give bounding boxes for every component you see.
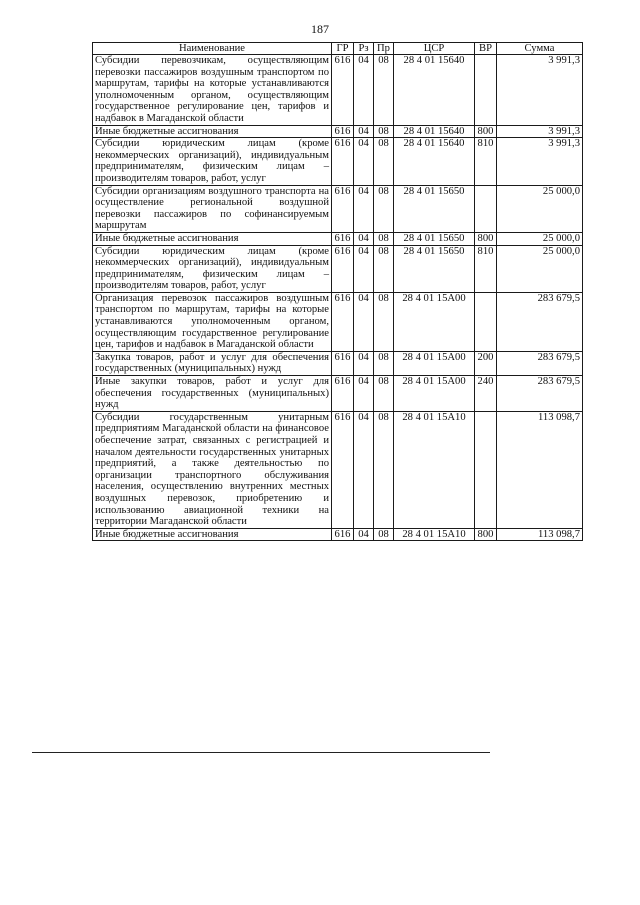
row-vr: 810 — [475, 245, 497, 292]
row-vr — [475, 411, 497, 528]
row-sum: 25 000,0 — [497, 185, 583, 232]
row-pr: 08 — [374, 292, 394, 351]
row-vr: 800 — [475, 125, 497, 138]
row-pr: 08 — [374, 245, 394, 292]
row-rz: 04 — [354, 528, 374, 541]
row-pr: 08 — [374, 528, 394, 541]
row-rz: 04 — [354, 185, 374, 232]
row-vr — [475, 185, 497, 232]
row-name: Субсидии перевозчикам, осуществляющим перевозки пассажиров воздушным транспортом по маршрутам, тарифы на которые устанавливаются уполномоченным органом, осуществляющим государственное регулирование цен, тарифов и надбавок в Магаданской области — [93, 55, 332, 126]
row-pr: 08 — [374, 351, 394, 375]
row-gr: 616 — [332, 245, 354, 292]
row-name: Иные закупки товаров, работ и услуг для обеспечения государственных (муниципальных) нужд — [93, 376, 332, 412]
row-csr: 28 4 01 15650 — [394, 232, 475, 245]
row-sum: 283 679,5 — [497, 292, 583, 351]
table-row — [93, 411, 583, 528]
table-row — [93, 351, 583, 375]
header-vr: ВР — [475, 43, 497, 55]
budget-table — [92, 42, 583, 541]
row-pr: 08 — [374, 411, 394, 528]
table-row — [93, 292, 583, 351]
page-number: 187 — [311, 22, 329, 36]
row-sum: 3 991,3 — [497, 138, 583, 185]
row-vr — [475, 55, 497, 126]
row-gr: 616 — [332, 411, 354, 528]
bottom-divider — [32, 752, 490, 753]
row-name: Закупка товаров, работ и услуг для обеспечения государственных (муниципальных) нужд — [93, 351, 332, 375]
row-sum: 283 679,5 — [497, 376, 583, 412]
row-gr: 616 — [332, 528, 354, 541]
row-vr: 810 — [475, 138, 497, 185]
table-row — [93, 55, 583, 126]
row-sum: 25 000,0 — [497, 245, 583, 292]
row-pr: 08 — [374, 55, 394, 126]
row-csr: 28 4 01 15А00 — [394, 292, 475, 351]
header-rz: Рз — [354, 43, 374, 55]
row-rz: 04 — [354, 411, 374, 528]
table-row — [93, 125, 583, 138]
header-gr: ГР — [332, 43, 354, 55]
row-vr — [475, 292, 497, 351]
row-csr: 28 4 01 15650 — [394, 185, 475, 232]
row-csr: 28 4 01 15А00 — [394, 351, 475, 375]
table-row — [93, 185, 583, 232]
row-pr: 08 — [374, 125, 394, 138]
row-sum: 3 991,3 — [497, 125, 583, 138]
row-name: Организация перевозок пассажиров воздушным транспортом по маршрутам, тарифы на которые устанавливаются уполномоченным органом, осуществляющим государственное регулирование цен, тарифов и надбавок в Магаданской области — [93, 292, 332, 351]
row-rz: 04 — [354, 55, 374, 126]
row-gr: 616 — [332, 185, 354, 232]
row-vr: 240 — [475, 376, 497, 412]
row-name: Субсидии юридическим лицам (кроме некоммерческих организаций), индивидуальным предпринимателям, физическим лицам – производителям товаров, работ, услуг — [93, 138, 332, 185]
row-sum: 25 000,0 — [497, 232, 583, 245]
row-gr: 616 — [332, 125, 354, 138]
header-sum: Сумма — [497, 43, 583, 55]
row-name: Субсидии организациям воздушного транспорта на осуществление региональной воздушной перевозки пассажиров по софинансируемым маршрутам — [93, 185, 332, 232]
table-row — [93, 245, 583, 292]
table-row — [93, 138, 583, 185]
row-vr: 200 — [475, 351, 497, 375]
row-gr: 616 — [332, 376, 354, 412]
row-gr: 616 — [332, 351, 354, 375]
row-csr: 28 4 01 15650 — [394, 245, 475, 292]
row-pr: 08 — [374, 138, 394, 185]
row-rz: 04 — [354, 376, 374, 412]
row-sum: 283 679,5 — [497, 351, 583, 375]
row-rz: 04 — [354, 125, 374, 138]
row-pr: 08 — [374, 232, 394, 245]
row-name: Иные бюджетные ассигнования — [93, 125, 332, 138]
header-name: Наименование — [93, 43, 332, 55]
row-name: Иные бюджетные ассигнования — [93, 528, 332, 541]
row-csr: 28 4 01 15А00 — [394, 376, 475, 412]
row-rz: 04 — [354, 292, 374, 351]
row-sum: 113 098,7 — [497, 411, 583, 528]
row-gr: 616 — [332, 292, 354, 351]
row-name: Субсидии государственным унитарным предприятиям Магаданской области на финансовое обеспечение затрат, связанных с регистрацией и началом деятельности государственных унитарных предприятий, а также деятельностью по организации транспортного обслуживания населения, осуществлению внутренних местных воздушных перевозок, приобретению и использованию авиационной техники на территории Магаданской области — [93, 411, 332, 528]
header-csr: ЦСР — [394, 43, 475, 55]
table-row — [93, 376, 583, 412]
row-rz: 04 — [354, 351, 374, 375]
row-pr: 08 — [374, 376, 394, 412]
table-row — [93, 232, 583, 245]
row-vr: 800 — [475, 232, 497, 245]
row-rz: 04 — [354, 138, 374, 185]
row-name: Субсидии юридическим лицам (кроме некоммерческих организаций), индивидуальным предпринимателям, физическим лицам – производителям товаров, работ, услуг — [93, 245, 332, 292]
header-pr: Пр — [374, 43, 394, 55]
row-rz: 04 — [354, 245, 374, 292]
row-csr: 28 4 01 15640 — [394, 125, 475, 138]
row-csr: 28 4 01 15А10 — [394, 528, 475, 541]
table-row — [93, 528, 583, 541]
row-rz: 04 — [354, 232, 374, 245]
row-pr: 08 — [374, 185, 394, 232]
row-csr: 28 4 01 15А10 — [394, 411, 475, 528]
row-name: Иные бюджетные ассигнования — [93, 232, 332, 245]
row-vr: 800 — [475, 528, 497, 541]
row-sum: 3 991,3 — [497, 55, 583, 126]
row-csr: 28 4 01 15640 — [394, 138, 475, 185]
table-header-row — [93, 43, 583, 55]
row-csr: 28 4 01 15640 — [394, 55, 475, 126]
row-gr: 616 — [332, 232, 354, 245]
row-sum: 113 098,7 — [497, 528, 583, 541]
row-gr: 616 — [332, 138, 354, 185]
row-gr: 616 — [332, 55, 354, 126]
